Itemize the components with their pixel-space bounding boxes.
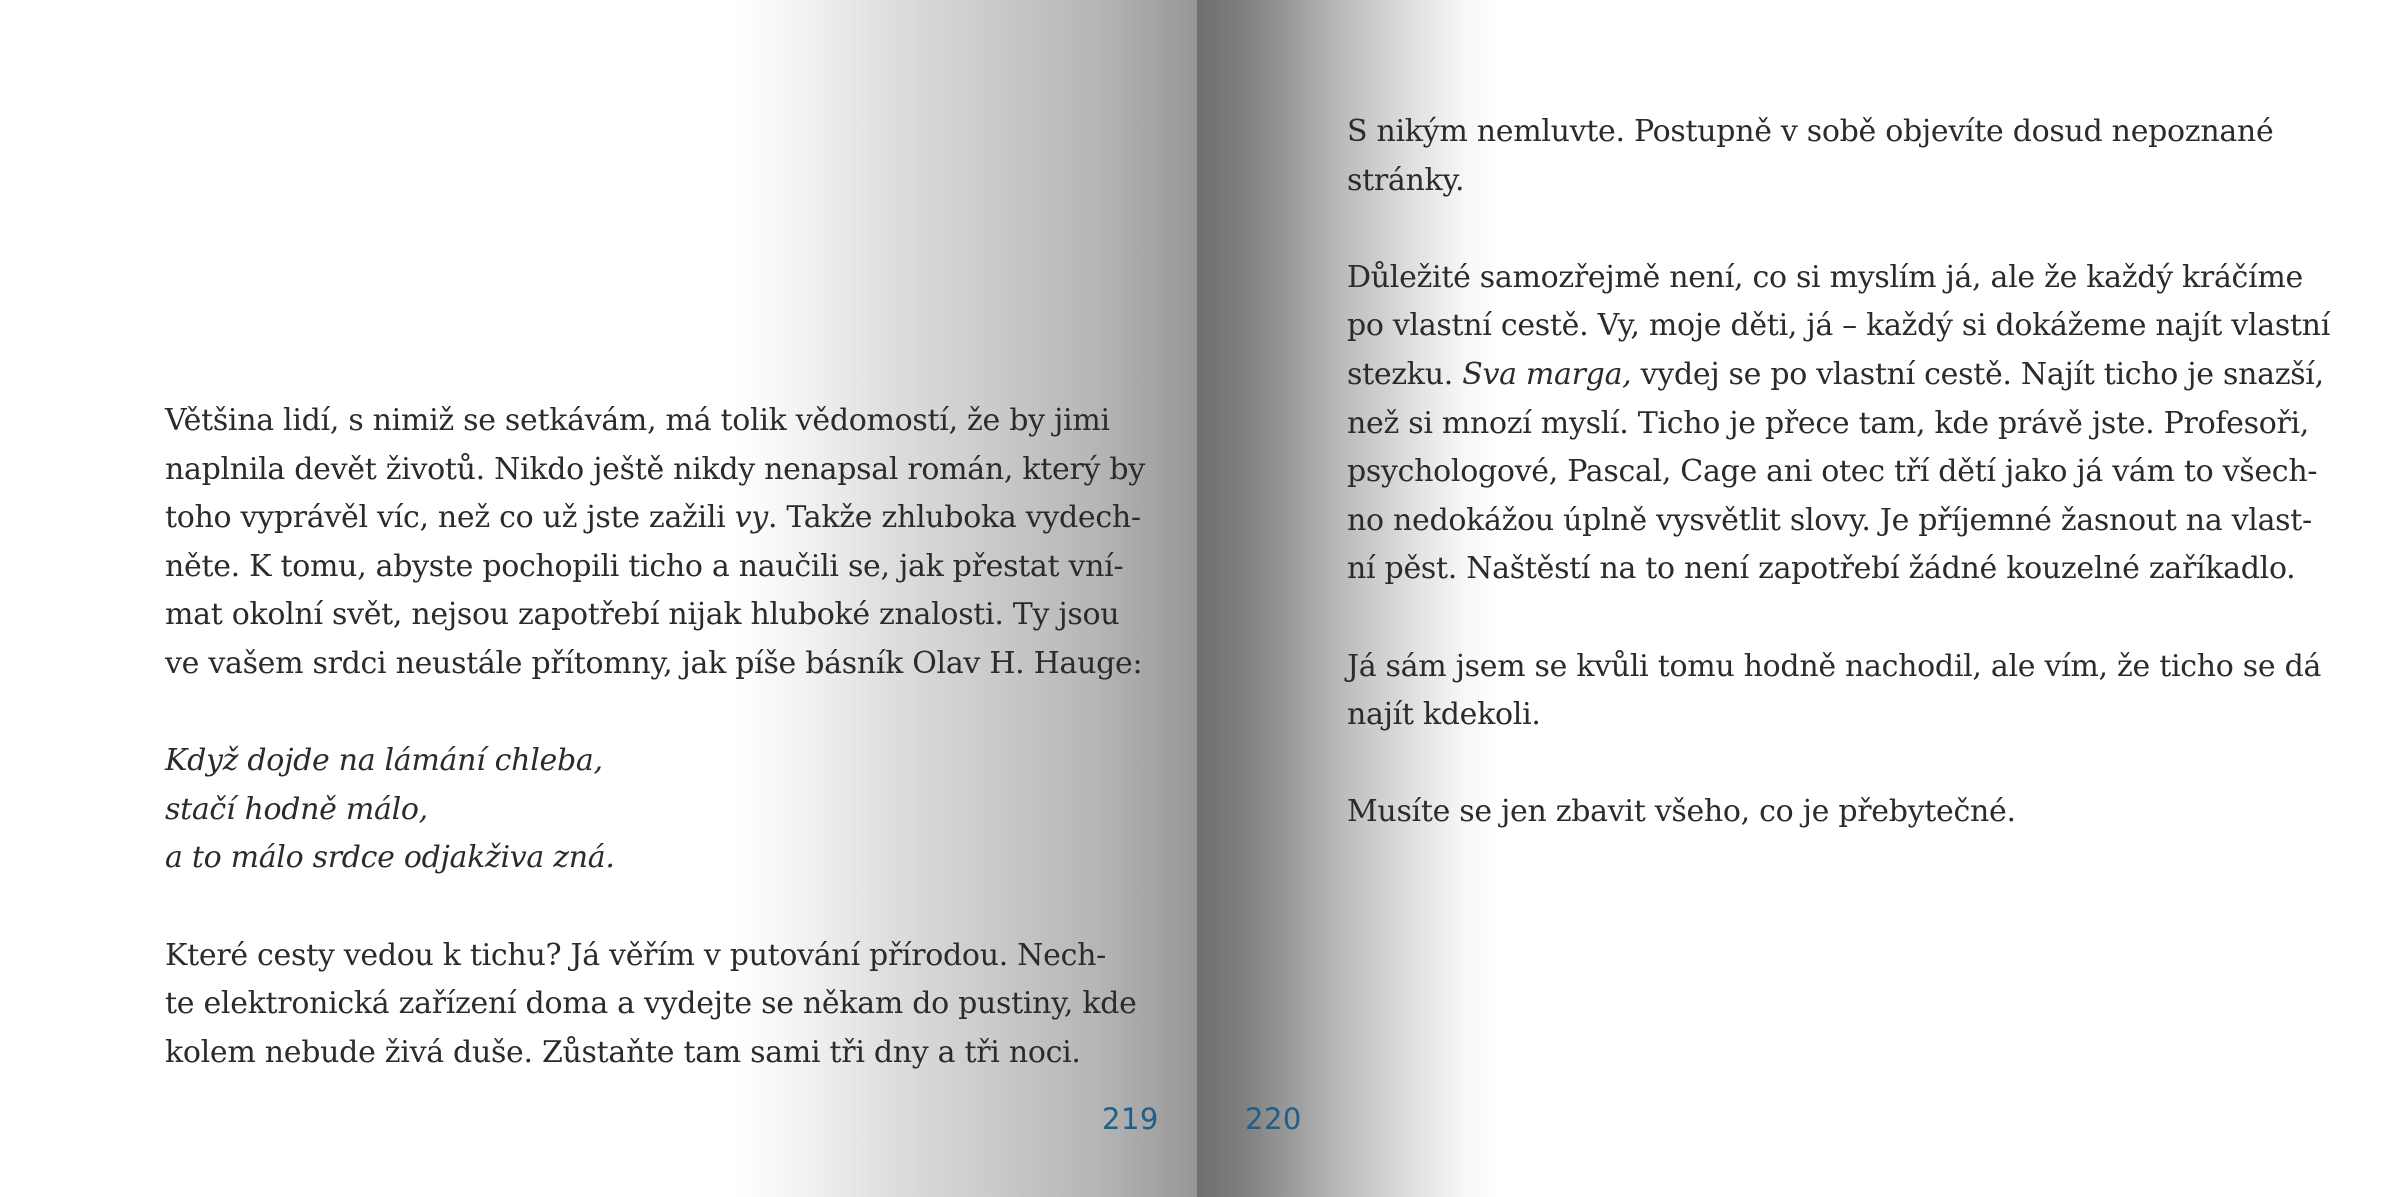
- right-paragraph-3: [1347, 643, 2322, 740]
- paragraph-spacer: [165, 883, 1047, 932]
- right-paragraph-4: [1347, 788, 2227, 837]
- left-page-body: [165, 397, 1145, 1077]
- text-line: naplnila devět životů. Nikdo ještě nikdy nenapsal román, který by: [165, 451, 1145, 487]
- text-line: S nikým nemluvte. Postupně v sobě objevíte dosud nepoznané: [1347, 114, 2274, 149]
- text-line: Já sám jsem se kvůli tomu hodně nachodil, ale vím, že ticho se dá: [1347, 648, 2322, 684]
- text-line: ve vašem srdci neustále přítomny, jak píše básník Olav H. Hauge:: [165, 645, 1143, 681]
- text-segment: . Takže zhluboka vydech-: [767, 500, 1141, 536]
- text-line: kolem nebude živá duše. Zůstaňte tam sami tři dny a tři noci.: [165, 1034, 1081, 1070]
- poem-line: a to málo srdce odjakživa zná.: [165, 840, 615, 876]
- paragraph-spacer: [1347, 205, 2227, 254]
- text-line: než si mnozí myslí. Ticho je přece tam, kde právě jste. Profesoři,: [1347, 405, 2310, 441]
- emphasis-text: Sva marga,: [1462, 356, 1632, 392]
- text-line: Důležité samozřejmě není, co si myslím já, ale že každý kráčíme: [1347, 259, 2303, 295]
- poem-line: stačí hodně málo,: [165, 791, 428, 827]
- text-line: [165, 494, 1141, 543]
- paragraph-spacer: [165, 689, 1047, 738]
- text-line: [1347, 351, 2324, 400]
- text-line: mat okolní svět, nejsou zapotřebí nijak hluboké znalosti. Ty jsou: [165, 597, 1120, 633]
- text-line: no nedokážou úplně vysvětlit slovy. Je příjemné žasnout na vlast-: [1347, 502, 2312, 538]
- text-line: Většina lidí, s nimiž se setkávám, má tolik vědomostí, že by jimi: [165, 403, 1110, 438]
- left-paragraph-1: [165, 397, 1145, 689]
- text-line: Které cesty vedou k tichu? Já věřím v putování přírodou. Nech-: [165, 937, 1106, 973]
- text-segment: toho vyprávěl víc, než co už jste zažili: [165, 500, 735, 536]
- page-number-left: 219: [1102, 1102, 1159, 1136]
- right-paragraph-2: [1347, 254, 2330, 594]
- text-segment: stezku.: [1347, 356, 1463, 392]
- emphasis-text: vy: [734, 500, 768, 536]
- right-paragraph-1: [1347, 108, 2274, 205]
- text-line: po vlastní cestě. Vy, moje děti, já – každý si dokážeme najít vlastní: [1347, 308, 2330, 344]
- text-line: Musíte se jen zbavit všeho, co je přebytečné.: [1347, 794, 2016, 830]
- text-line: te elektronická zařízení doma a vydejte se někam do pustiny, kde: [165, 986, 1137, 1022]
- paragraph-spacer: [1347, 740, 2227, 789]
- text-line: stránky.: [1347, 162, 1465, 198]
- text-line: ní pěst. Naštěstí na to není zapotřebí žádné kouzelné zaříkadlo.: [1347, 551, 2296, 587]
- text-line: psychologové, Pascal, Cage ani otec tří dětí jako já vám to všech-: [1347, 454, 2318, 490]
- text-line: něte. K tomu, abyste pochopili ticho a naučili se, jak přestat vní-: [165, 548, 1124, 584]
- text-line: najít kdekoli.: [1347, 697, 1541, 733]
- right-page: [1197, 0, 2394, 1197]
- poem-quote: [165, 737, 1047, 883]
- text-segment: vydej se po vlastní cestě. Najít ticho je snazší,: [1631, 356, 2324, 392]
- poem-line: Když dojde na lámání chleba,: [165, 743, 603, 779]
- left-paragraph-2: [165, 932, 1137, 1078]
- right-page-body: [1347, 108, 2330, 837]
- page-number-right: 220: [1245, 1102, 1302, 1136]
- paragraph-spacer: [1347, 594, 2227, 643]
